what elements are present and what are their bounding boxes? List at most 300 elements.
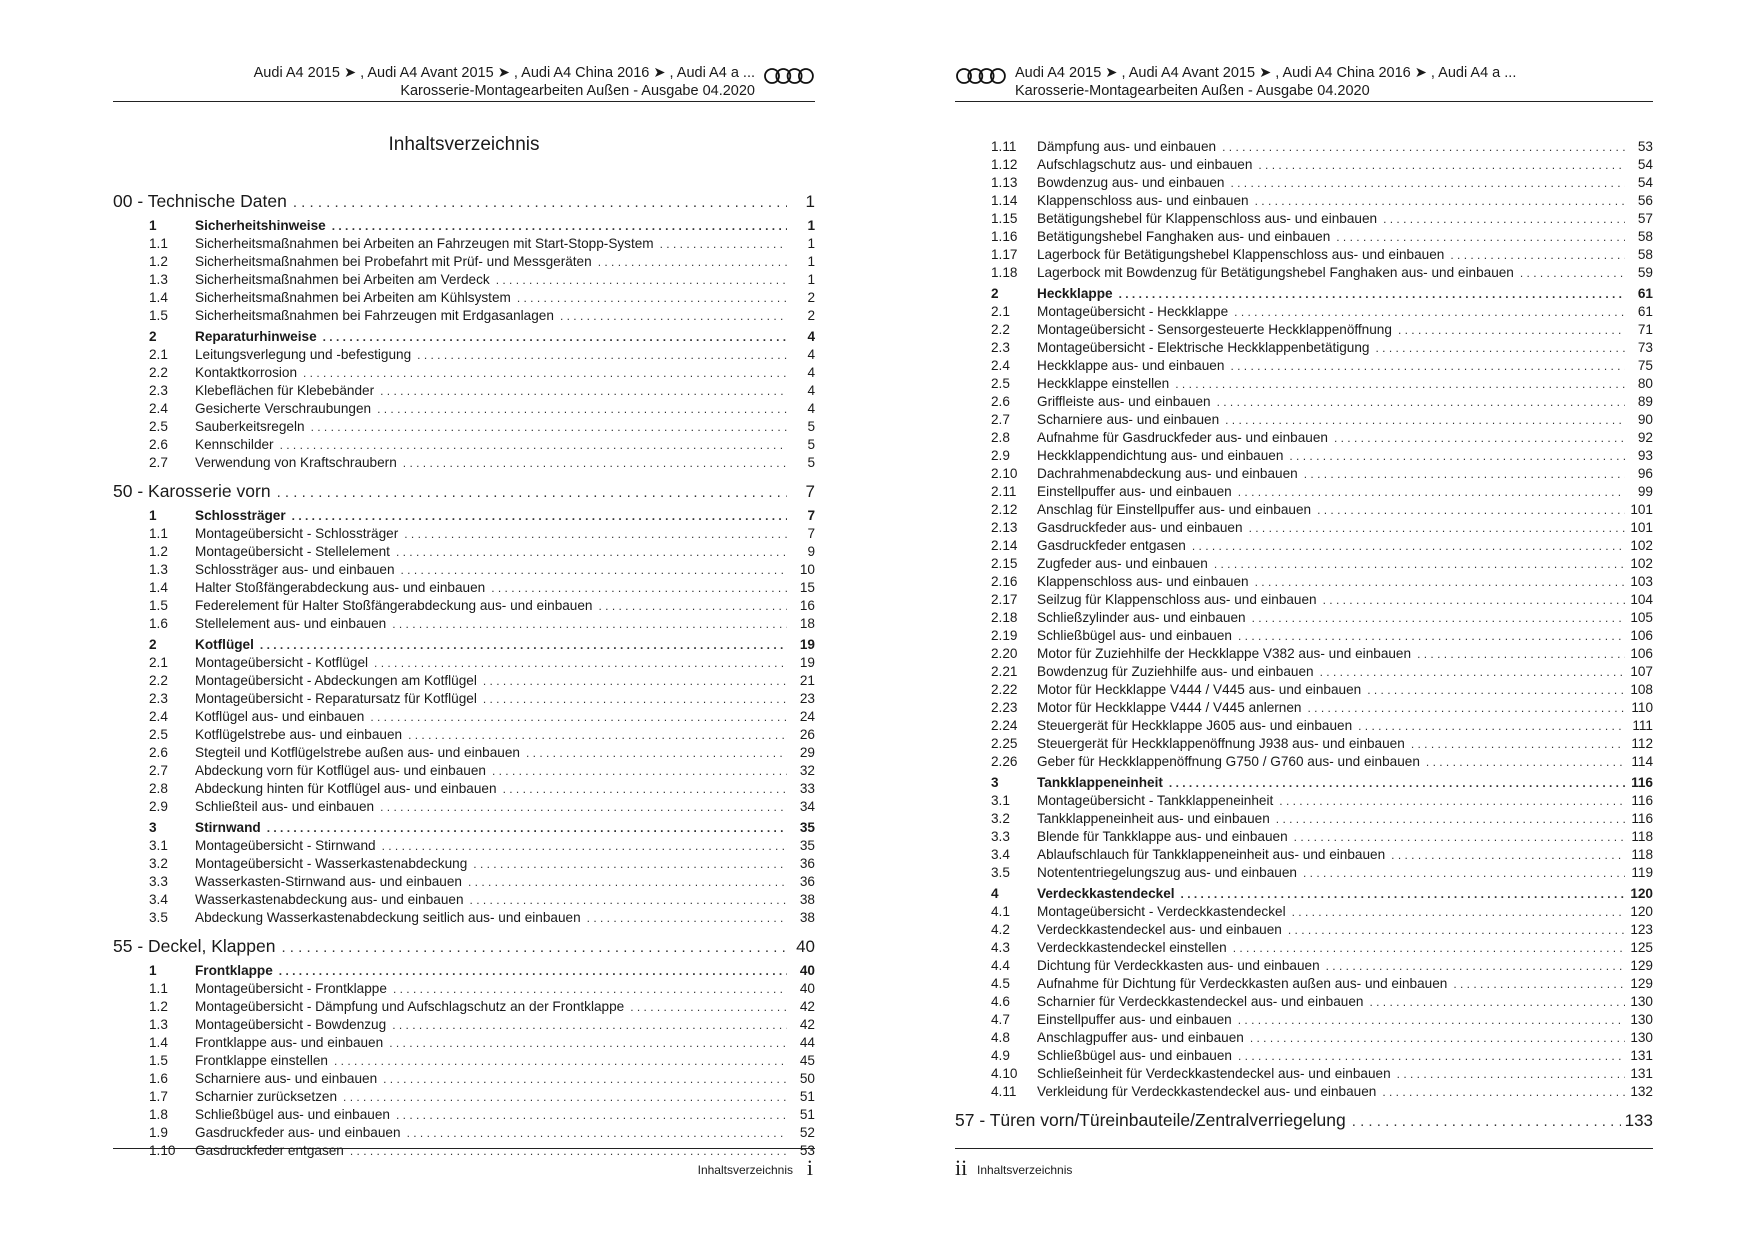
toc-entry-title: Notententriegelungszug aus- und einbauen [1037,865,1297,880]
toc-entry-title: Scharniere aus- und einbauen [195,1071,378,1086]
toc-entry-item[interactable] [955,537,1653,555]
toc-entry-number: 3.1 [991,793,1010,808]
dot-leader [408,726,787,744]
dot-leader [1369,993,1625,1011]
toc-entry-title: Heckklappendichtung aus- und einbauen [1037,448,1284,463]
toc-entry-number: 2.23 [991,700,1018,715]
toc-entry-number: 1.1 [149,981,168,996]
toc-entry-item[interactable] [955,393,1653,411]
toc-entry-number: 2.5 [149,727,168,742]
footer-label: Inhaltsverzeichnis [697,1163,793,1177]
toc-entry-page: 40 [796,937,815,956]
toc-entry-title: Aufschlagschutz aus- und einbauen [1037,157,1253,172]
dot-leader [377,400,787,418]
toc-entry-number: 2.2 [991,322,1010,337]
toc-entry-item[interactable] [955,810,1653,828]
toc-entry-title: Sauberkeitsregeln [195,419,305,434]
toc-entry-title: Stegteil und Kotflügelstrebe außen aus- und einbauen [195,745,520,760]
toc-entry-number: 3.3 [149,874,168,889]
dot-leader [1352,1109,1621,1135]
toc-entry-item[interactable] [113,998,815,1016]
toc-entry-item[interactable] [113,597,815,615]
toc-entry-number: 2.16 [991,574,1018,589]
toc-entry-item[interactable] [955,957,1653,975]
dot-leader [1222,138,1625,156]
toc-entry-page: 21 [799,673,815,688]
dot-leader [1417,645,1625,663]
dot-leader [1252,609,1625,627]
dot-leader [1336,228,1625,246]
toc-entry-page: 2 [807,308,815,323]
toc-entry-number: 1 [149,508,157,523]
dot-leader [417,346,787,364]
toc-entry-title: Dichtung für Verdeckkasten aus- und einbauen [1037,958,1320,973]
toc-entry-title: Klappenschloss aus- und einbauen [1037,574,1249,589]
toc-entry-item[interactable] [955,156,1653,174]
toc-entry-item[interactable] [955,1065,1653,1083]
dot-leader [1230,174,1625,192]
toc-entry-item[interactable] [113,382,815,400]
dot-leader [407,1124,787,1142]
toc-entry-item[interactable] [113,289,815,307]
dot-leader [277,480,787,506]
dot-leader [598,253,787,271]
dot-leader [503,780,787,798]
toc-entry-item[interactable] [113,1070,815,1088]
toc-entry-item[interactable] [955,591,1653,609]
dot-leader [1258,156,1625,174]
toc-entry-number: 1.18 [991,265,1018,280]
toc-entry-item[interactable] [955,1083,1653,1101]
toc-entry-item[interactable] [113,543,815,561]
toc-entry-number: 1.15 [991,211,1018,226]
dot-leader [560,307,787,325]
dot-leader [1383,210,1625,228]
toc-entry-item[interactable] [955,993,1653,1011]
dot-leader [1288,921,1625,939]
dot-leader [1238,483,1625,501]
toc-entry-item[interactable] [113,436,815,454]
dot-leader [1169,774,1625,792]
toc-entry-number: 1.6 [149,616,168,631]
toc-entry-page: 123 [1630,922,1653,937]
toc-entry-item[interactable] [955,627,1653,645]
toc-entry-item[interactable] [113,873,815,891]
toc-entry-section[interactable] [955,885,1653,903]
toc-entry-item[interactable] [955,792,1653,810]
toc-entry-title: Ablaufschlauch für Tankklappeneinheit aus- und einbauen [1037,847,1386,862]
toc-entry-page: 99 [1637,484,1653,499]
toc-entry-item[interactable] [955,699,1653,717]
toc-entry-item[interactable] [113,837,815,855]
toc-entry-item[interactable] [955,864,1653,882]
toc-entry-title: Schlossträger [195,508,286,523]
toc-entry-item[interactable] [955,573,1653,591]
toc-entry-item[interactable] [955,174,1653,192]
toc-entry-page: 1 [807,254,815,269]
toc-entry-item[interactable] [955,663,1653,681]
toc-entry-number: 1.3 [149,1017,168,1032]
toc-entry-item[interactable] [113,1034,815,1052]
toc-entry-item[interactable] [113,708,815,726]
toc-entry-item[interactable] [113,418,815,436]
dot-leader [1225,411,1625,429]
toc-list-right [955,138,1653,1134]
toc-entry-title: Verdeckkastendeckel aus- und einbauen [1037,922,1282,937]
toc-entry-item[interactable] [955,246,1653,264]
toc-entry-item[interactable] [113,579,815,597]
toc-entry-page: 4 [807,347,815,362]
toc-entry-number: 3 [991,775,999,790]
toc-entry-item[interactable] [113,1088,815,1106]
toc-entry-number: 2.4 [149,709,168,724]
toc-entry-item[interactable] [113,253,815,271]
toc-entry-page: 116 [1631,775,1653,790]
toc-entry-title: Verdeckkastendeckel [1037,886,1175,901]
toc-entry-title: Gasdruckfeder aus- und einbauen [1037,520,1243,535]
toc-entry-page: 29 [799,745,815,760]
toc-entry-item[interactable] [113,891,815,909]
toc-entry-number: 1.6 [149,1071,168,1086]
toc-entry-section[interactable] [113,962,815,980]
toc-entry-number: 1.4 [149,580,168,595]
toc-entry-item[interactable] [113,1016,815,1034]
toc-list-left [113,182,815,1160]
toc-entry-item[interactable] [113,726,815,744]
toc-entry-item[interactable] [955,717,1653,735]
toc-entry-page: 129 [1630,976,1653,991]
toc-entry-item[interactable] [113,561,815,579]
toc-entry-page: 104 [1630,592,1653,607]
toc-entry-title: Abdeckung hinten für Kotflügel aus- und einbauen [195,781,497,796]
toc-entry-number: 2.3 [149,691,168,706]
audi-rings-logo-icon [763,67,815,85]
toc-entry-title: Montageübersicht - Heckklappe [1037,304,1229,319]
toc-entry-item[interactable] [113,1052,815,1070]
toc-entry-title: Montageübersicht - Reparatursatz für Kotflügel [195,691,477,706]
toc-entry-page: 131 [1630,1048,1653,1063]
toc-entry-section[interactable] [955,774,1653,792]
footer-page-number: i [806,1155,813,1180]
toc-entry-item[interactable] [955,321,1653,339]
toc-entry-title: Abdeckung Wasserkastenabdeckung seitlich aus- und einbauen [195,910,581,925]
dot-leader [483,672,787,690]
toc-entry-page: 107 [1630,664,1653,679]
toc-entry-page: 101 [1630,502,1653,517]
toc-entry-page: 4 [807,365,815,380]
toc-entry-item[interactable] [113,400,815,418]
toc-entry-title: Schlossträger aus- und einbauen [195,562,395,577]
toc-entry-page: 53 [1637,139,1653,154]
dot-leader [280,436,787,454]
toc-entry-item[interactable] [955,903,1653,921]
dot-leader [260,636,787,654]
toc-entry-number: 2.1 [149,655,168,670]
page-header [113,63,815,102]
toc-entry-title: 50 - Karosserie vorn [113,481,271,501]
toc-entry-number: 3.4 [991,847,1010,862]
dot-leader [1367,681,1625,699]
toc-entry-title: Montageübersicht - Schlossträger [195,526,399,541]
toc-entry-page: 51 [799,1107,815,1122]
dot-leader [1238,627,1625,645]
toc-entry-number: 3.5 [991,865,1010,880]
toc-entry-number: 4.2 [991,922,1010,937]
toc-entry-number: 1.9 [149,1125,168,1140]
toc-entry-item[interactable] [113,364,815,382]
toc-entry-title: Montageübersicht - Wasserkastenabdeckung [195,856,468,871]
toc-entry-item[interactable] [955,828,1653,846]
dot-leader [403,454,787,472]
toc-entry-title: Scharniere aus- und einbauen [1037,412,1220,427]
toc-entry-item[interactable] [113,1124,815,1142]
toc-entry-number: 1.12 [991,157,1018,172]
toc-entry-number: 2 [149,329,157,344]
toc-entry-number: 2.8 [149,781,168,796]
toc-entry-number: 1.3 [149,272,168,287]
toc-entry-page: 9 [807,544,815,559]
toc-entry-page: 1 [807,236,815,251]
toc-entry-page: 35 [799,820,815,835]
toc-entry-page: 38 [799,892,815,907]
toc-entry-page: 45 [799,1053,815,1068]
toc-entry-number: 1.5 [149,1053,168,1068]
toc-entry-number: 3.2 [991,811,1010,826]
dot-leader [389,1034,787,1052]
toc-entry-item[interactable] [955,609,1653,627]
toc-entry-title: Heckklappe einstellen [1037,376,1170,391]
toc-entry-item[interactable] [955,375,1653,393]
toc-entry-item[interactable] [955,1047,1653,1065]
left-page [113,0,815,1240]
toc-entry-number: 1.17 [991,247,1018,262]
toc-entry-number: 2.26 [991,754,1018,769]
toc-entry-number: 1.16 [991,229,1018,244]
toc-entry-item[interactable] [113,454,815,472]
toc-entry-page: 19 [799,637,815,652]
toc-entry-page: 114 [1631,754,1653,769]
toc-entry-page: 7 [807,508,815,523]
toc-entry-item[interactable] [113,909,815,927]
toc-entry-page: 44 [799,1035,815,1050]
toc-entry-item[interactable] [955,465,1653,483]
toc-entry-item[interactable] [113,780,815,798]
toc-entry-number: 2.24 [991,718,1018,733]
toc-entry-page: 42 [799,1017,815,1032]
toc-entry-section[interactable] [113,328,815,346]
toc-entry-title: Dachrahmenabdeckung aus- und einbauen [1037,466,1298,481]
toc-entry-chapter[interactable] [113,933,815,959]
toc-entry-item[interactable] [955,210,1653,228]
dot-leader [492,762,787,780]
toc-entry-page: 56 [1637,193,1653,208]
toc-entry-chapter[interactable] [113,188,815,214]
dot-leader [473,855,787,873]
toc-entry-item[interactable] [955,975,1653,993]
toc-entry-item[interactable] [113,615,815,633]
toc-entry-number: 3.2 [149,856,168,871]
toc-entry-page: 112 [1631,736,1653,751]
toc-entry-section[interactable] [113,217,815,235]
toc-entry-item[interactable] [955,228,1653,246]
dot-leader [370,708,787,726]
toc-entry-item[interactable] [955,501,1653,519]
toc-entry-item[interactable] [955,519,1653,537]
toc-entry-number: 2.17 [991,592,1018,607]
toc-entry-item[interactable] [113,346,815,364]
toc-entry-item[interactable] [113,1142,815,1160]
toc-entry-title: Schließzylinder aus- und einbauen [1037,610,1246,625]
dot-leader [483,690,787,708]
toc-entry-title: Gesicherte Verschraubungen [195,401,372,416]
dot-leader [404,525,787,543]
toc-entry-title: Montageübersicht - Abdeckungen am Kotflügel [195,673,477,688]
toc-entry-number: 2.1 [149,347,168,362]
toc-entry-item[interactable] [955,429,1653,447]
toc-entry-title: Sicherheitsmaßnahmen bei Arbeiten am Kühlsystem [195,290,511,305]
dot-leader [1375,339,1625,357]
toc-entry-number: 2.22 [991,682,1018,697]
dot-leader [380,798,787,816]
toc-entry-title: 57 - Türen vorn/Türeinbauteile/Zentralverriegelung [955,1110,1346,1130]
toc-entry-page: 35 [799,838,815,853]
dot-leader [392,615,787,633]
toc-entry-page: 59 [1637,265,1653,280]
toc-entry-page: 125 [1630,940,1653,955]
toc-entry-item[interactable] [113,980,815,998]
toc-entry-item[interactable] [113,855,815,873]
toc-entry-item[interactable] [955,483,1653,501]
dot-leader [332,217,787,235]
toc-entry-number: 4.9 [991,1048,1010,1063]
dot-leader [1391,846,1625,864]
toc-entry-page: 19 [799,655,815,670]
toc-entry-item[interactable] [113,690,815,708]
toc-entry-item[interactable] [113,235,815,253]
toc-entry-number: 3.3 [991,829,1010,844]
toc-entry-page: 110 [1631,700,1653,715]
toc-entry-item[interactable] [955,921,1653,939]
toc-entry-item[interactable] [955,939,1653,957]
dot-leader [1520,264,1625,282]
toc-entry-item[interactable] [955,138,1653,156]
dot-leader [1292,903,1625,921]
toc-entry-title: Lagerbock für Betätigungshebel Klappenschloss aus- und einbauen [1037,247,1445,262]
dot-leader [1323,591,1625,609]
toc-entry-title: Sicherheitshinweise [195,218,326,233]
toc-entry-item[interactable] [955,192,1653,210]
toc-entry-item[interactable] [955,753,1653,771]
toc-entry-number: 2.6 [991,394,1010,409]
dot-leader [1217,393,1625,411]
toc-entry-section[interactable] [955,285,1653,303]
toc-entry-item[interactable] [113,307,815,325]
toc-entry-item[interactable] [955,645,1653,663]
toc-entry-chapter[interactable] [955,1107,1653,1133]
toc-entry-item[interactable] [113,762,815,780]
toc-entry-item[interactable] [955,357,1653,375]
toc-entry-title: Kotflügel [195,637,254,652]
toc-entry-item[interactable] [955,447,1653,465]
header-manual-line: Karosserie-Montagearbeiten Außen - Ausgabe 04.2020 [400,83,755,99]
dot-leader [1426,753,1625,771]
toc-entry-item[interactable] [113,1106,815,1124]
toc-entry-number: 4 [991,886,999,901]
toc-entry-item[interactable] [955,339,1653,357]
toc-entry-number: 2 [991,286,999,301]
toc-entry-number: 1.2 [149,544,168,559]
toc-entry-title: Gasdruckfeder entgasen [195,1143,344,1158]
toc-entry-page: 32 [799,763,815,778]
dot-leader [1255,192,1625,210]
toc-entry-item[interactable] [113,672,815,690]
dot-leader [491,579,787,597]
page-header [955,63,1653,102]
toc-entry-page: 26 [799,727,815,742]
dot-leader [293,190,787,216]
toc-entry-page: 33 [799,781,815,796]
toc-entry-page: 1 [807,272,815,287]
toc-entry-chapter[interactable] [113,478,815,504]
toc-entry-title: 55 - Deckel, Klappen [113,936,276,956]
toc-entry-number: 1.4 [149,290,168,305]
toc-entry-item[interactable] [955,264,1653,282]
toc-entry-item[interactable] [113,271,815,289]
toc-entry-number: 2.7 [149,455,168,470]
toc-entry-number: 2.15 [991,556,1018,571]
toc-entry-section[interactable] [113,636,815,654]
dot-leader [1181,885,1625,903]
dot-leader [396,543,787,561]
toc-entry-number: 2.12 [991,502,1018,517]
toc-entry-title: Motor für Zuziehhilfe der Heckklappe V382 aus- und einbauen [1037,646,1412,661]
dot-leader [1238,1011,1625,1029]
dot-leader [383,1070,787,1088]
toc-entry-title: Montageübersicht - Frontklappe [195,981,387,996]
dot-leader [1382,1083,1625,1101]
toc-entry-number: 2.20 [991,646,1018,661]
toc-entry-title: Anschlagpuffer aus- und einbauen [1037,1030,1244,1045]
dot-leader [599,597,788,615]
toc-entry-item[interactable] [955,846,1653,864]
toc-entry-page: 51 [799,1089,815,1104]
toc-entry-page: 4 [807,401,815,416]
toc-entry-title: Montageübersicht - Verdeckkastendeckel [1037,904,1286,919]
dot-leader [630,998,787,1016]
toc-entry-item[interactable] [113,654,815,672]
toc-entry-section[interactable] [113,507,815,525]
toc-entry-item[interactable] [955,555,1653,573]
toc-entry-page: 7 [805,482,815,501]
toc-entry-section[interactable] [113,819,815,837]
toc-entry-item[interactable] [955,735,1653,753]
toc-entry-number: 2.25 [991,736,1018,751]
toc-entry-item[interactable] [955,1011,1653,1029]
dot-leader [1214,555,1625,573]
toc-entry-item[interactable] [955,411,1653,429]
toc-entry-item[interactable] [955,1029,1653,1047]
toc-entry-item[interactable] [113,798,815,816]
toc-entry-item[interactable] [955,303,1653,321]
toc-entry-item[interactable] [113,744,815,762]
toc-entry-item[interactable] [955,681,1653,699]
dot-leader [1398,321,1625,339]
audi-rings-logo-icon [955,67,1007,85]
toc-entry-number: 4.7 [991,1012,1010,1027]
toc-entry-page: 133 [1624,1111,1653,1130]
dot-leader [587,909,787,927]
toc-entry-item[interactable] [113,525,815,543]
